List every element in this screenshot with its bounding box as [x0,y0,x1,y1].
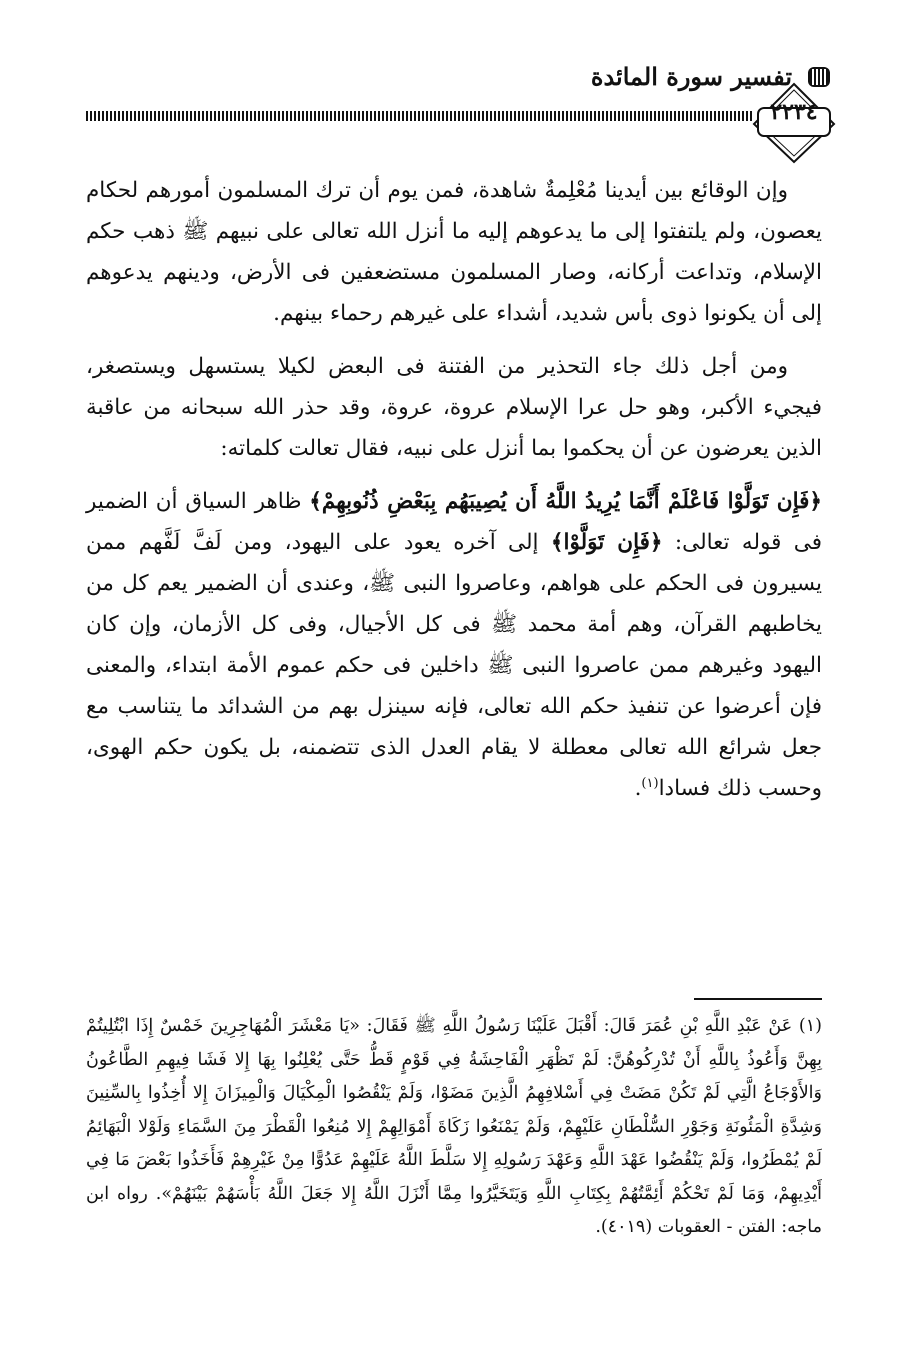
page-number: ٢٢٣٤ [770,99,818,125]
main-text [86,170,822,821]
header-rule [86,111,754,121]
footnotes [86,1010,822,1245]
quran-verse-ref: ﴿فَإِن تَوَلَّوْا﴾ [550,530,663,555]
paragraph-3 [86,481,822,809]
footnote-1: (١) عَنْ عَبْدِ اللَّهِ بْنِ عُمَرَ قَالَ: أَقْبَلَ عَلَيْنَا رَسُولُ اللَّهِ ﷺ فَقَالَ: «يَا مَعْشَرَ الْمُهَاجِرِينَ خَمْسٌ إِذَا ابْتُلِيتُمْ بِهِنَّ وَأَعُوذُ بِاللَّهِ أَنْ تُدْرِكُوهُنَّ: لَمْ تَظْهَرِ الْفَاحِشَةُ فِي قَوْمٍ قَطُّ حَتَّى يُعْلِنُوا بِهَا إِلا فَشَا فِيهِمِ الطَّاعُونُ وَالأَوْجَاعُ الَّتِي لَمْ تَكُنْ مَضَتْ فِي أَسْلافِهِمُ الَّذِينَ مَضَوْا، وَلَمْ يَنْقُصُوا الْمِكْيَالَ وَالْمِيزَانَ إِلا أُخِذُوا بِالسِّنِينَ وَشِدَّةِ الْمَئُونَةِ وَجَوْرِ السُّلْطَانِ عَلَيْهِمْ، وَلَمْ يَمْنَعُوا زَكَاةَ أَمْوَالِهِمْ إِلا مُنِعُوا الْقَطْرَ مِنَ السَّمَاءِ وَلَوْلا الْبَهَائِمُ لَمْ يُمْطَرُوا، وَلَمْ يَنْقُضُوا عَهْدَ اللَّهِ وَعَهْدَ رَسُولِهِ إِلا سَلَّطَ اللَّهُ عَلَيْهِمْ عَدُوًّا مِنْ غَيْرِهِمْ فَأَخَذُوا بَعْضَ مَا فِي أَيْدِيهِمْ، وَمَا لَمْ تَحْكُمْ أَئِمَّتُهُمْ بِكِتَابِ اللَّهِ وَيَتَخَيَّرُوا مِمَّا أَنْزَلَ اللَّهُ إِلا جَعَلَ اللَّهُ بَأْسَهُمْ بَيْنَهُمْ». رواه ابن ماجه: الفتن - العقوبات (٤٠١٩). [86,1016,822,1237]
footnote-ref[interactable]: (١) [641,775,659,791]
footnote-separator [694,998,822,1000]
paragraph-3-end: . [634,776,642,801]
paragraph-1: وإن الوقائع بين أيدينا مُعْلِمةٌ شاهدة، فمن يوم أن ترك المسلمون أمورهم لحكام يعصون، ولم يلتفتوا إلى ما يدعوهم إليه ما أنزل الله تعالى على نبيهم ﷺ ذهب حكم الإسلام، وتداعت أركانه، وصار المسلمون مستضعفين فى الأرض، ودينهم يدعوهم إلى أن يكونوا ذوى بأس شديد، أشداء على غيرهم رحماء بينهم. [86,178,822,326]
paragraph-2: ومن أجل ذلك جاء التحذير من الفتنة فى البعض لكيلا يستسهل ويستصغر، فيجيء الأكبر، وهو حل عرا الإسلام عروة، عروة، وقد حذر الله سبحانه من عاقبة الذين يعرضون عن أن يحكموا بما أنزل على نبيه، فقال تعالت كلماته: [86,354,822,461]
paragraph-3-text-a: ظاهر السياق أن الضمير فى قوله تعالى: [86,489,822,555]
running-title: تفسير سورة المائدة [590,62,792,91]
paragraph-3-text-b: إلى آخره يعود على اليهود، ومن لَفَّ لَفَّهم ممن يسيرون فى الحكم على هواهم، وعاصروا النبى ﷺ، وعندى أن الضمير يعم كل من يخاطبهم القرآن، وهم أمة محمد ﷺ فى كل الأجيال، وفى كل الأزمان، وإن كان اليهود وغيرهم ممن عاصروا النبى ﷺ داخلين فى حكم عموم الأمة ابتداء، والمعنى فإن أعرضوا عن تنفيذ حكم الله تعالى، فإنه سينزل بهم من الشدائد ما يتناسب مع جعل شرائع الله تعالى معطلة لا يقام العدل الذى تتضمنه، بل يكون حكم الهوى، وحسب ذلك فسادا [86,530,822,801]
quran-verse: ﴿فَإِن تَوَلَّوْا فَاعْلَمْ أَنَّمَا يُرِيدُ اللَّهُ أَن يُصِيبَهُم بِبَعْضِ ذُنُوبِهِمْ﴾ [309,489,822,514]
